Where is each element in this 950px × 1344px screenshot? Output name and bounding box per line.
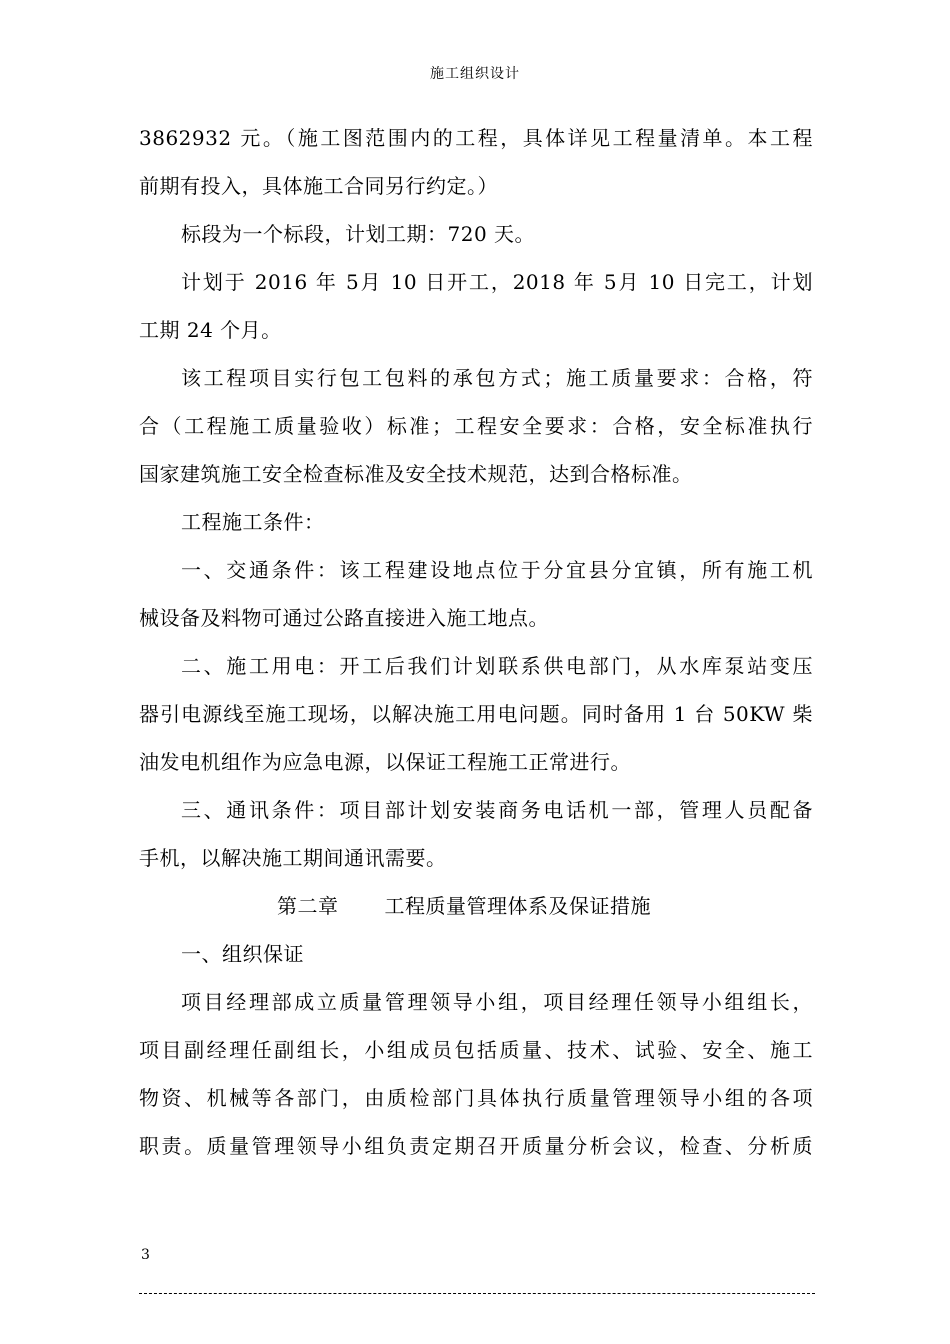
text-line: 二、施工用电：开工后我们计划联系供电部门，从水库泵站变压 — [181, 654, 813, 678]
text-line: 一、交通条件：该工程建设地点位于分宜县分宜镇，所有施工机 — [181, 558, 813, 582]
page-number: 3 — [141, 1247, 150, 1263]
text-line: 计划于 2016 年 5月 10 日开工，2018 年 5月 10 日完工，计划 — [181, 270, 813, 294]
text-line: 手机，以解决施工期间通讯需要。 — [139, 846, 447, 870]
section-heading: 一、组织保证 — [181, 942, 304, 966]
text-line: 械设备及料物可通过公路直接进入施工地点。 — [139, 606, 549, 630]
text-line: 职责。质量管理领导小组负责定期召开质量分析会议，检查、分析质 — [139, 1134, 813, 1158]
footer-divider — [139, 1293, 815, 1294]
text-line: 合（工程施工质量验收）标准；工程安全要求：合格，安全标准执行 — [139, 414, 813, 438]
document-body — [139, 114, 813, 1170]
chapter-number: 第二章 — [277, 894, 339, 918]
text-line: 前期有投入，具体施工合同另行约定。） — [139, 174, 498, 198]
text-line: 标段为一个标段，计划工期：720 天。 — [181, 222, 536, 246]
chapter-heading — [139, 882, 813, 930]
text-line: 三、通讯条件：项目部计划安装商务电话机一部，管理人员配备 — [181, 798, 813, 822]
text-line: 工期 24 个月。 — [139, 318, 282, 342]
text-line: 3862932 元。（施工图范围内的工程，具体详见工程量清单。本工程 — [139, 126, 813, 150]
text-line: 物资、机械等各部门，由质检部门具体执行质量管理领导小组的各项 — [139, 1086, 813, 1110]
text-line: 工程施工条件： — [181, 510, 325, 534]
chapter-title: 工程质量管理体系及保证措施 — [384, 894, 651, 918]
page-header: 施工组织设计 — [430, 66, 520, 82]
text-line: 油发电机组作为应急电源，以保证工程施工正常进行。 — [139, 750, 631, 774]
text-line: 项目经理部成立质量管理领导小组，项目经理任领导小组组长， — [181, 990, 813, 1014]
text-line: 项目副经理任副组长，小组成员包括质量、技术、试验、安全、施工 — [139, 1038, 813, 1062]
text-line: 该工程项目实行包工包料的承包方式；施工质量要求：合格，符 — [181, 366, 813, 390]
text-line: 器引电源线至施工现场，以解决施工用电问题。同时备用 1 台 50KW 柴 — [139, 702, 813, 726]
text-line: 国家建筑施工安全检查标准及安全技术规范，达到合格标准。 — [139, 462, 693, 486]
